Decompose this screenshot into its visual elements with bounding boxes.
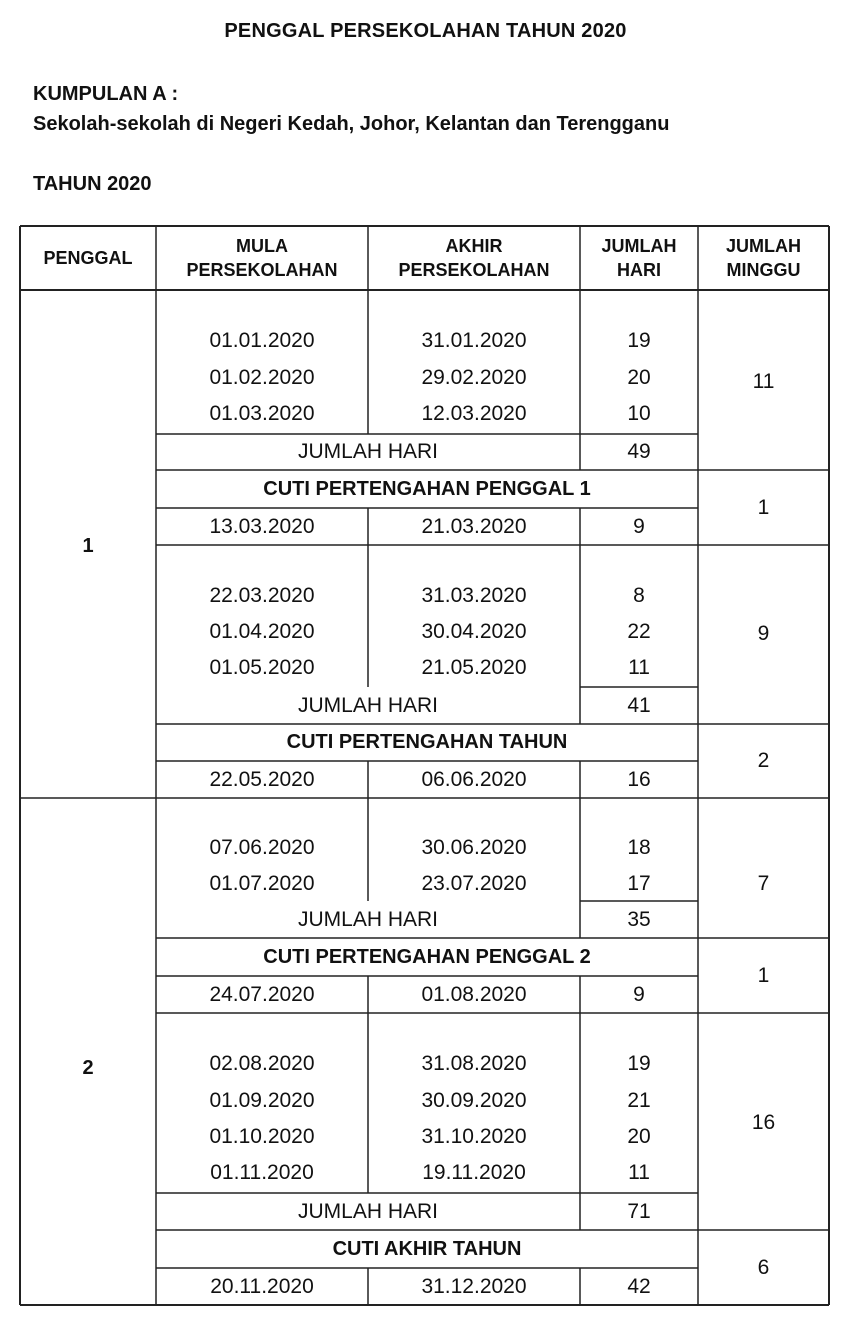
block2-row2-days: 22 (627, 620, 651, 643)
year-label: TAHUN 2020 (33, 173, 152, 195)
header-mula (156, 226, 368, 290)
block1-row3-end: 12.03.2020 (421, 402, 527, 425)
break2-end: 06.06.2020 (421, 767, 527, 791)
block4-row4-end: 19.11.2020 (422, 1161, 526, 1184)
block3-row1-end: 30.06.2020 (421, 836, 527, 859)
penggal-2-label: 2 (82, 1056, 94, 1079)
block4-row2-start: 01.09.2020 (209, 1089, 315, 1112)
block3-weeks: 7 (757, 872, 770, 895)
break3-end: 01.08.2020 (421, 982, 527, 1006)
break4-end: 31.12.2020 (421, 1274, 527, 1298)
block4-row4-days: 11 (628, 1161, 650, 1184)
header-akhir-line1: AKHIR (445, 236, 503, 256)
break2-weeks: 2 (757, 749, 770, 772)
break2-label: CUTI PERTENGAHAN TAHUN (286, 731, 568, 753)
break3-label: CUTI PERTENGAHAN PENGGAL 2 (263, 945, 591, 968)
block1-row3-days: 10 (627, 402, 651, 425)
group-label: KUMPULAN A : (33, 83, 179, 105)
header-akhir (368, 226, 580, 290)
block4-weeks: 16 (751, 1111, 776, 1134)
block2-row3-start: 01.05.2020 (209, 656, 315, 679)
block4-row1-start: 02.08.2020 (209, 1052, 315, 1075)
block1-row1-days: 19 (627, 329, 651, 352)
header-mula-line1: MULA (236, 236, 288, 256)
block1-weeks: 11 (752, 370, 775, 393)
break1-start: 13.03.2020 (209, 514, 315, 538)
header-akhir-line2: PERSEKOLAHAN (398, 260, 550, 280)
page-title: PENGGAL PERSEKOLAHAN TAHUN 2020 (224, 20, 627, 42)
break4-start: 20.11.2020 (210, 1274, 314, 1298)
block2-row1-end: 31.03.2020 (421, 584, 527, 607)
break4-label: CUTI AKHIR TAHUN (332, 1237, 522, 1260)
block1-row1-end: 31.01.2020 (421, 329, 527, 352)
header-jumlah-minggu (698, 226, 829, 290)
penggal-1-label: 1 (82, 534, 94, 557)
header-hari-line2: HARI (617, 260, 661, 280)
header-mula-line2: PERSEKOLAHAN (186, 260, 338, 280)
block3-row2-end: 23.07.2020 (421, 872, 527, 895)
break4-weeks: 6 (757, 1255, 770, 1279)
block4-row1-days: 19 (627, 1052, 651, 1075)
break1-days: 9 (633, 514, 645, 538)
block2-row2-start: 01.04.2020 (209, 620, 315, 643)
block4-row3-days: 20 (627, 1125, 651, 1148)
block1-row2-days: 20 (627, 366, 651, 389)
block1-row1-start: 01.01.2020 (209, 329, 315, 352)
block3-total-label: JUMLAH HARI (297, 907, 439, 931)
break3-start: 24.07.2020 (209, 982, 315, 1006)
block3-row1-start: 07.06.2020 (209, 836, 315, 859)
block2-total-label: JUMLAH HARI (297, 693, 439, 717)
header-minggu-line1: JUMLAH (726, 236, 801, 256)
break3-weeks: 1 (757, 963, 770, 987)
header-minggu-line2: MINGGU (726, 260, 801, 280)
block3-row1-days: 18 (627, 836, 651, 859)
block2-row1-start: 22.03.2020 (209, 584, 315, 607)
block2-row1-days: 8 (633, 584, 645, 607)
block4-row1-end: 31.08.2020 (421, 1052, 527, 1075)
block2-weeks: 9 (757, 622, 770, 645)
header-penggal (20, 226, 156, 290)
break2-start: 22.05.2020 (209, 767, 315, 791)
break1-weeks: 1 (757, 495, 770, 519)
block2-row3-end: 21.05.2020 (421, 656, 527, 679)
break1-end: 21.03.2020 (421, 514, 527, 538)
break1-label: CUTI PERTENGAHAN PENGGAL 1 (263, 477, 591, 500)
block1-row3-start: 01.03.2020 (209, 402, 315, 425)
block4-row3-end: 31.10.2020 (421, 1125, 527, 1148)
block4-row2-days: 21 (627, 1089, 651, 1112)
block4-total-days: 71 (627, 1199, 651, 1223)
block2-total-days: 41 (627, 693, 651, 717)
break4-days: 42 (627, 1274, 651, 1298)
header-jumlah-hari (580, 226, 698, 290)
break2-days: 16 (627, 767, 651, 791)
block4-row3-start: 01.10.2020 (209, 1125, 315, 1148)
block1-total-label: JUMLAH HARI (297, 440, 439, 463)
block4-row2-end: 30.09.2020 (421, 1089, 527, 1112)
block2-row2-end: 30.04.2020 (421, 620, 527, 643)
header-penggal-text: PENGGAL (43, 248, 133, 268)
block1-total-days: 49 (627, 440, 651, 463)
block4-total-label: JUMLAH HARI (297, 1199, 439, 1223)
break3-days: 9 (633, 982, 645, 1006)
block3-row2-start: 01.07.2020 (209, 872, 315, 895)
block1-row2-end: 29.02.2020 (421, 366, 527, 389)
group-description: Sekolah-sekolah di Negeri Kedah, Johor, Kelantan dan Terengganu (33, 113, 670, 135)
block1-row2-start: 01.02.2020 (209, 366, 315, 389)
header-hari-line1: JUMLAH (601, 236, 677, 256)
block4-row4-start: 01.11.2020 (210, 1161, 314, 1184)
block3-row2-days: 17 (627, 872, 651, 895)
block3-total-days: 35 (627, 907, 651, 931)
block2-row3-days: 11 (628, 656, 650, 679)
